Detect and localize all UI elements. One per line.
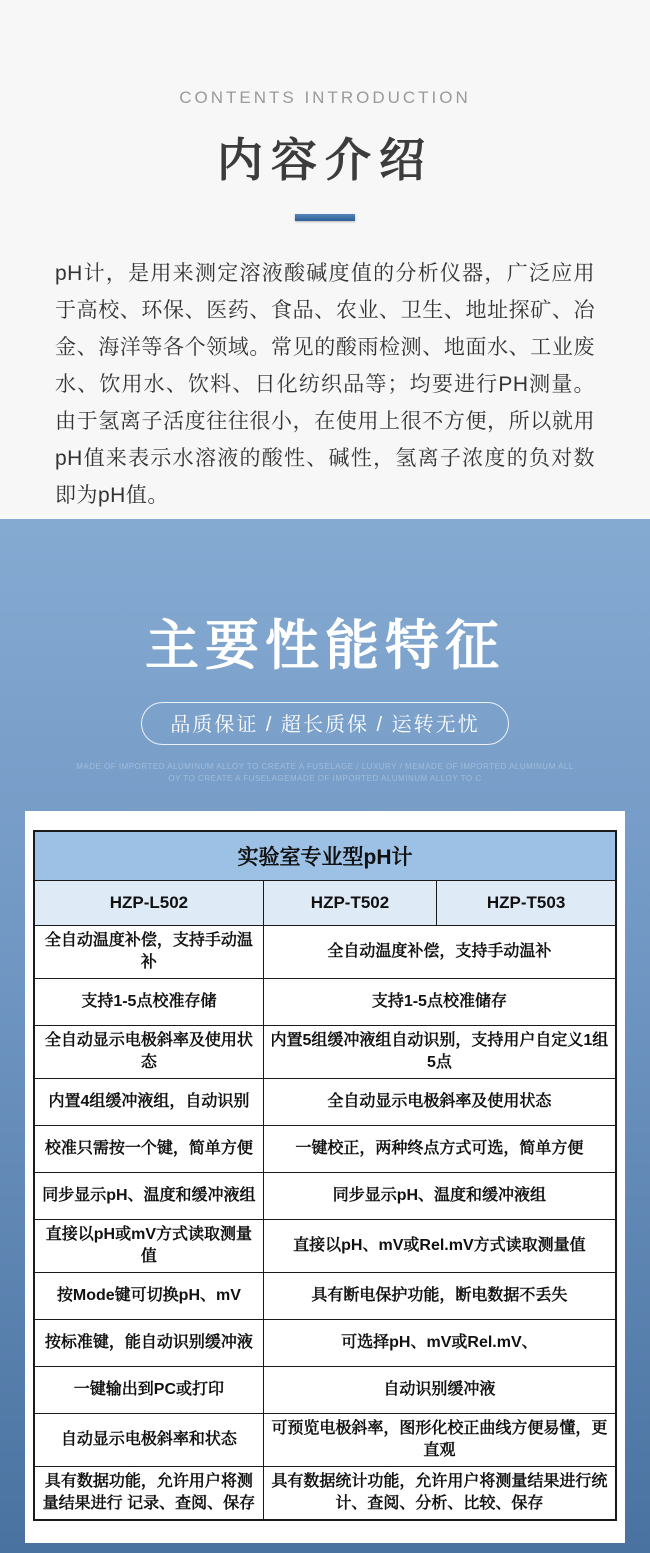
watermark-line-1: MADE OF IMPORTED ALUMINUM ALLOY TO CREATE A FUSELAGE / LUXURY / MEMADE OF IMPORTED ALUMINUM ALL: [76, 762, 574, 771]
feature-cell-l502: 具有数据功能，允许用户将测量结果进行 记录、查阅、保存: [34, 1466, 263, 1520]
feature-cell-t502-t503: 全自动温度补偿，支持手动温补: [263, 925, 616, 978]
table-row: [34, 1078, 616, 1125]
feature-cell-l502: 校准只需按一个键，简单方便: [34, 1125, 263, 1172]
table-row: [34, 1172, 616, 1219]
table-title-row: [34, 831, 616, 880]
feature-cell-t502-t503: 直接以pH、mV或Rel.mV方式读取测量值: [263, 1219, 616, 1272]
table-row: [34, 925, 616, 978]
feature-cell-l502: 同步显示pH、温度和缓冲液组: [34, 1172, 263, 1219]
model-row: [34, 880, 616, 925]
table-row: [34, 1219, 616, 1272]
intro-eyebrow: CONTENTS INTRODUCTION: [179, 88, 471, 107]
feature-cell-l502: 内置4组缓冲液组，自动识别: [34, 1078, 263, 1125]
feature-cell-l502: 支持1-5点校准存储: [34, 978, 263, 1025]
feature-rows: [34, 925, 616, 1520]
features-title: 主要性能特征: [145, 616, 505, 676]
table-row: [34, 1025, 616, 1078]
watermark-line-2: OY TO CREATE A FUSELAGEMADE OF IMPORTED ALUMINUM ALLOY TO C: [168, 774, 482, 783]
watermark-text: [0, 761, 650, 785]
feature-cell-t502-t503: 可选择pH、mV或Rel.mV、: [263, 1319, 616, 1366]
feature-cell-t502-t503: 支持1-5点校准储存: [263, 978, 616, 1025]
feature-cell-t502-t503: 内置5组缓冲液组自动识别，支持用户自定义1组5点: [263, 1025, 616, 1078]
table-row: [34, 978, 616, 1025]
feature-cell-l502: 直接以pH或mV方式读取测量值: [34, 1219, 263, 1272]
table-row: [34, 1366, 616, 1413]
feature-cell-t502-t503: 全自动显示电极斜率及使用状态: [263, 1078, 616, 1125]
spec-table-card: [25, 811, 625, 1543]
table-row: [34, 1272, 616, 1319]
feature-cell-l502: 全自动显示电极斜率及使用状态: [34, 1025, 263, 1078]
feature-cell-l502: 一键输出到PC或打印: [34, 1366, 263, 1413]
model-name-hzp-l502: HZP-L502: [34, 880, 263, 925]
intro-section: [0, 0, 650, 519]
spec-table: [33, 830, 617, 1521]
model-name-hzp-t502: HZP-T502: [263, 880, 436, 925]
feature-cell-t502-t503: 具有数据统计功能，允许用户将测量结果进行统计、查阅、分析、比较、保存: [263, 1466, 616, 1520]
feature-cell-l502: 按标准键，能自动识别缓冲液: [34, 1319, 263, 1366]
feature-cell-l502: 自动显示电极斜率和状态: [34, 1413, 263, 1466]
table-row: [34, 1125, 616, 1172]
table-row: [34, 1466, 616, 1520]
feature-cell-t502-t503: 一键校正，两种终点方式可选，简单方便: [263, 1125, 616, 1172]
feature-cell-t502-t503: 可预览电极斜率，图形化校正曲线方便易懂，更直观: [263, 1413, 616, 1466]
table-row: [34, 1319, 616, 1366]
table-title: 实验室专业型pH计: [34, 831, 616, 880]
tagline-pill: 品质保证 / 超长质保 / 运转无忧: [141, 702, 508, 745]
table-row: [34, 1413, 616, 1466]
intro-paragraph: pH计，是用来测定溶液酸碱度值的分析仪器，广泛应用于高校、环保、医药、食品、农业、卫生、地址探矿、冶金、海洋等各个领域。常见的酸雨检测、地面水、工业废水、饮用水、饮料、日化纺织品等；均要进行PH测量。由于氢离子活度往往很小，在使用上很不方便，所以就用pH值来表示水溶液的酸性、碱性，氢离子浓度的负对数即为pH值。: [55, 262, 595, 507]
feature-cell-t502-t503: 自动识别缓冲液: [263, 1366, 616, 1413]
title-underline-bar: [295, 214, 355, 221]
intro-title: 内容介绍: [217, 134, 433, 186]
features-section: [0, 519, 650, 1553]
feature-cell-t502-t503: 具有断电保护功能，断电数据不丢失: [263, 1272, 616, 1319]
feature-cell-l502: 全自动温度补偿，支持手动温补: [34, 925, 263, 978]
feature-cell-t502-t503: 同步显示pH、温度和缓冲液组: [263, 1172, 616, 1219]
feature-cell-l502: 按Mode键可切换pH、mV: [34, 1272, 263, 1319]
model-name-hzp-t503: HZP-T503: [437, 880, 616, 925]
